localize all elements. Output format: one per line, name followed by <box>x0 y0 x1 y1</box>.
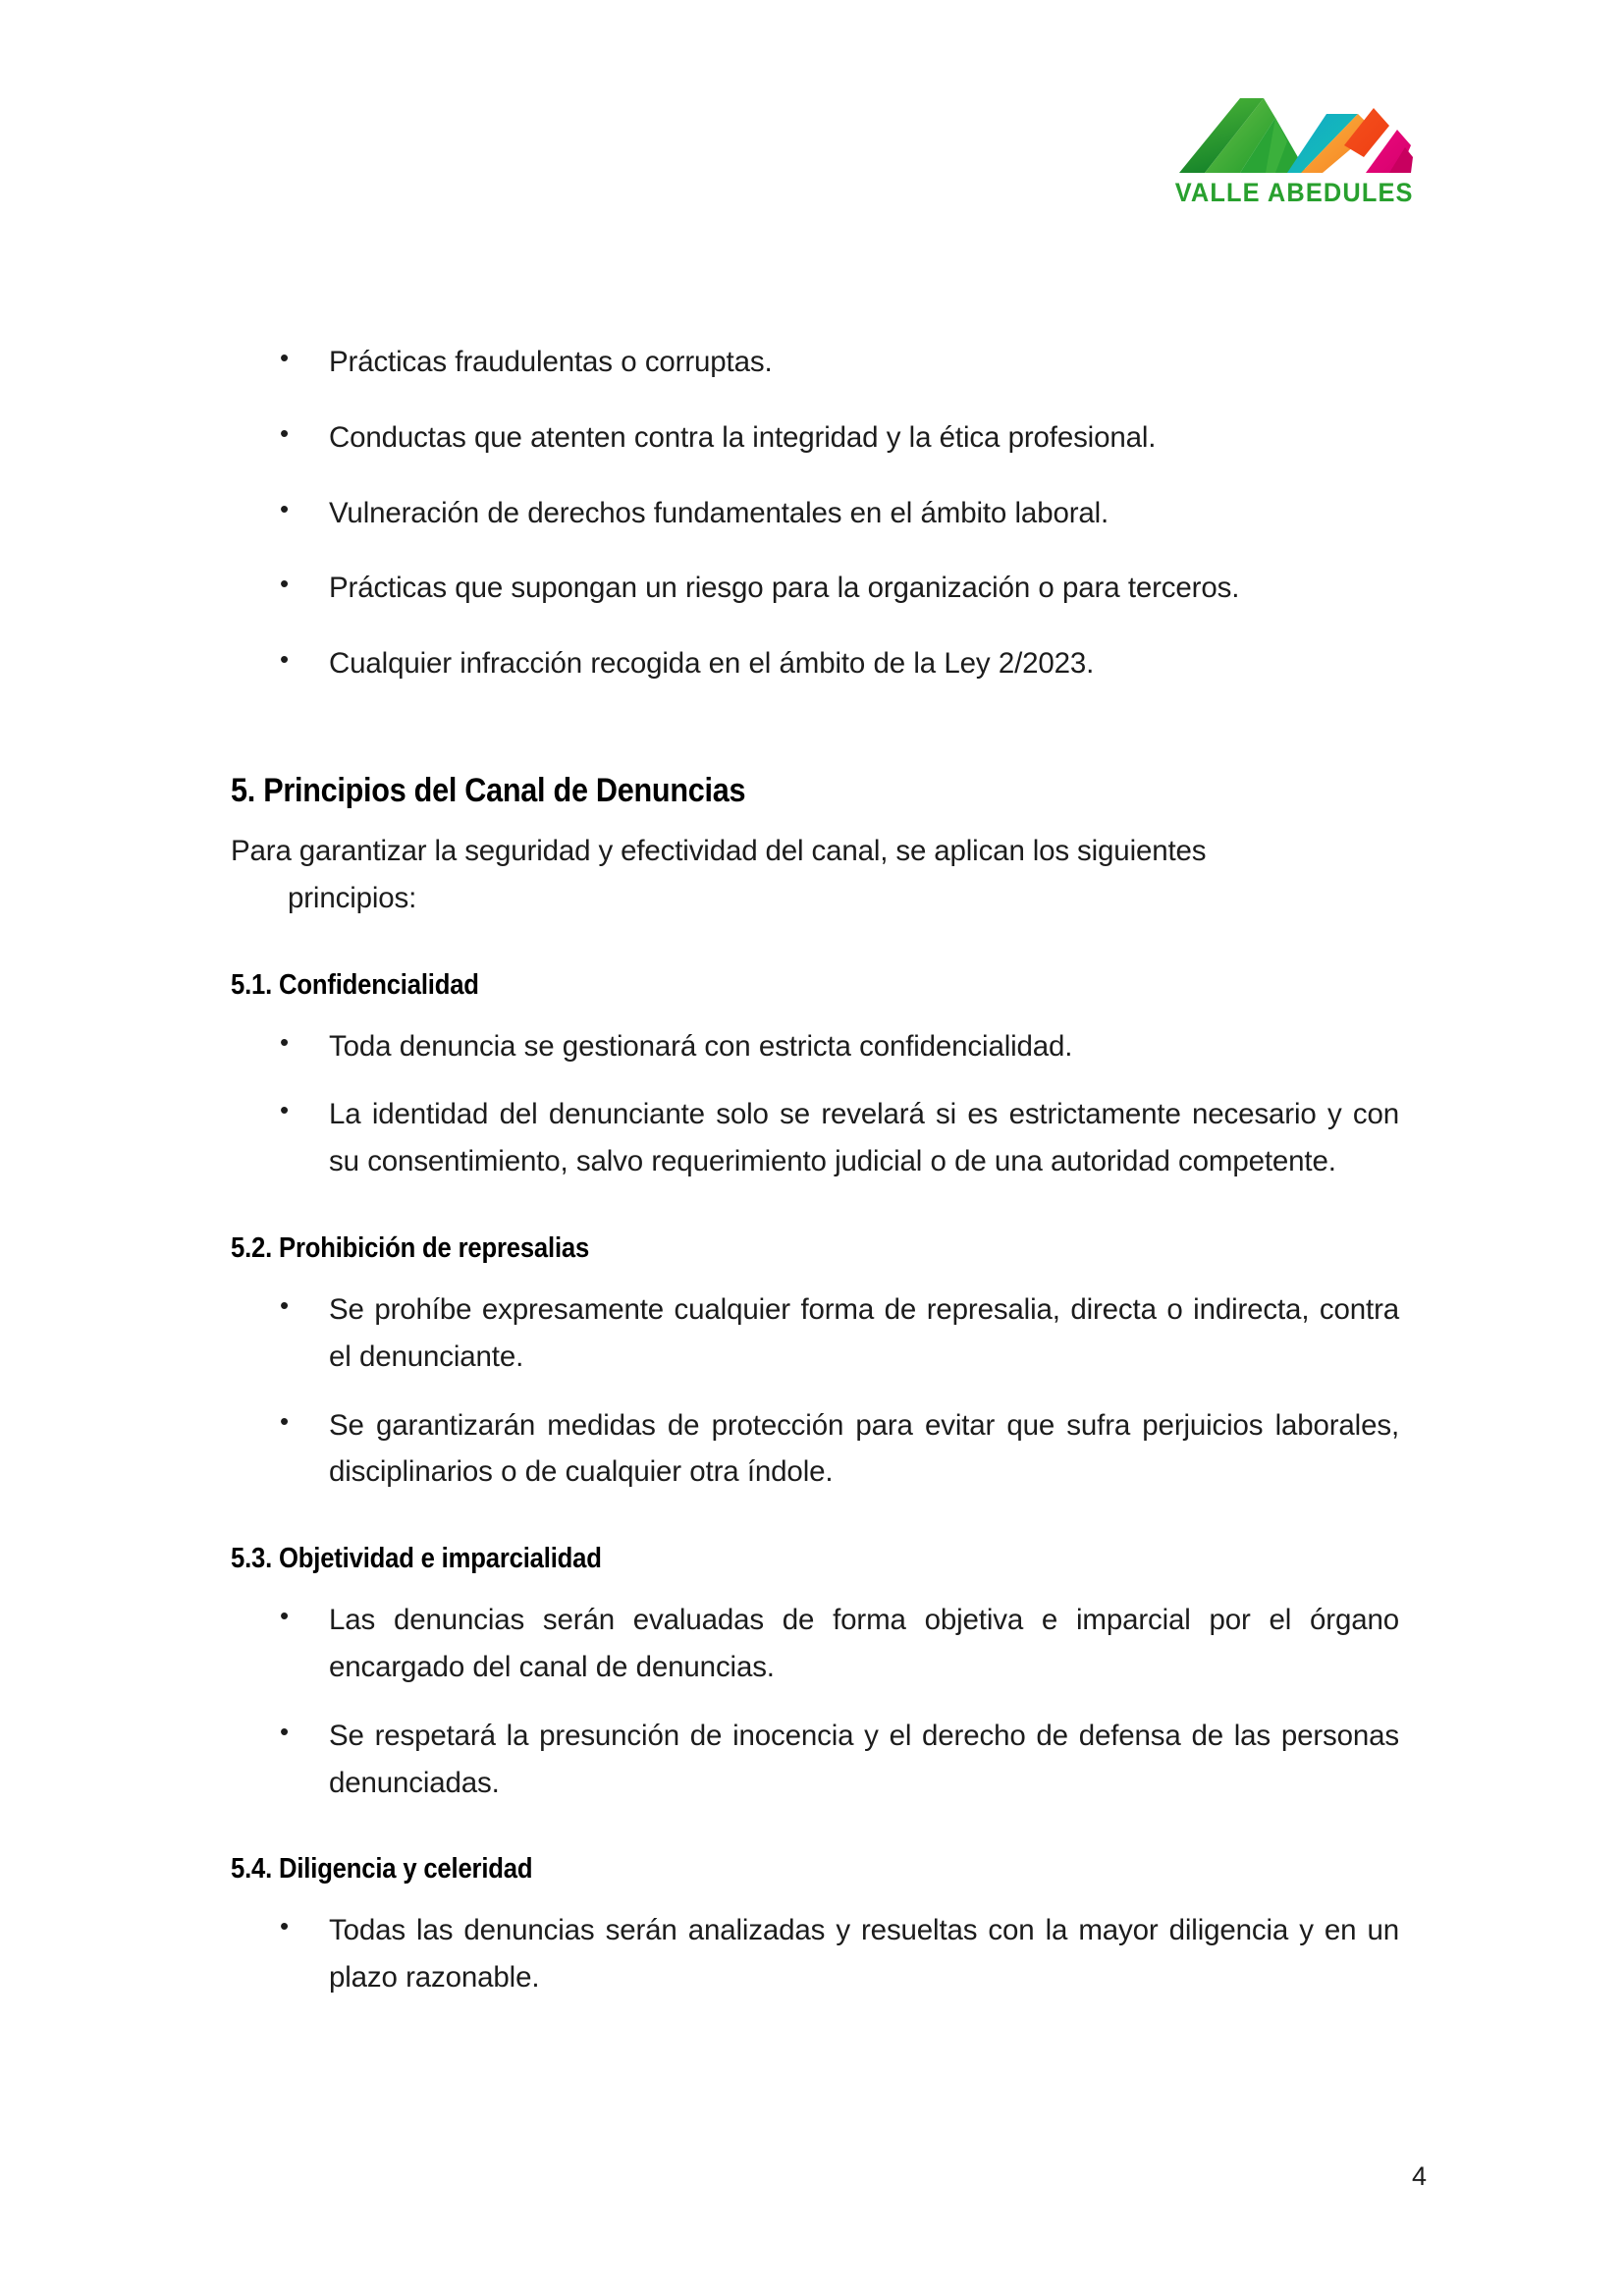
list-item: • La identidad del denunciante solo se revelará si es estrictamente necesario y con su consentimiento, salvo requerimiento judicial o de una autoridad competente. <box>231 1091 1399 1185</box>
intro-line-2: principios: <box>288 881 417 914</box>
list-item: • Se garantizarán medidas de protección para evitar que sufra perjuicios laborales, disciplinarios o de cualquier otra índole. <box>231 1402 1399 1497</box>
list-item: • Vulneración de derechos fundamentales en el ámbito laboral. <box>231 490 1399 537</box>
subsection-5-3-list <box>231 1597 1399 1806</box>
page-header <box>1166 86 1422 219</box>
company-logo <box>1166 86 1422 208</box>
subsection-heading-5-1: 5.1. Confidencialidad <box>231 968 479 1001</box>
list-item: • Todas las denuncias serán analizadas y resueltas con la mayor diligencia y en un plazo razonable. <box>231 1907 1399 2001</box>
list-item: • Se respetará la presunción de inocencia y el derecho de defensa de las personas denunciadas. <box>231 1713 1399 1807</box>
list-item: • Toda denuncia se gestionará con estricta confidencialidad. <box>231 1023 1399 1070</box>
section-heading-5: 5. Principios del Canal de Denuncias <box>231 771 746 809</box>
subsection-heading-5-4: 5.4. Diligencia y celeridad <box>231 1853 533 1886</box>
section-5-intro <box>231 828 1399 922</box>
subsection-5-2-list <box>231 1286 1399 1496</box>
valle-abedules-mountain-icon <box>1171 86 1417 177</box>
subsection-5-4-list <box>231 1907 1399 2001</box>
list-item: • Cualquier infracción recogida en el ámbito de la Ley 2/2023. <box>231 640 1399 687</box>
list-item: • Se prohíbe expresamente cualquier forma de represalia, directa o indirecta, contra el denunciante. <box>231 1286 1399 1381</box>
document-body <box>231 339 1399 2001</box>
page-number: 4 <box>1411 2161 1427 2191</box>
subsection-heading-5-3: 5.3. Objetividad e imparcialidad <box>231 1543 602 1575</box>
intro-line-1: Para garantizar la seguridad y efectividad del canal, se aplican los siguientes <box>231 835 1207 868</box>
list-item: • Conductas que atenten contra la integridad y la ética profesional. <box>231 414 1399 462</box>
top-bullet-list <box>231 339 1399 687</box>
list-item: • Prácticas que supongan un riesgo para la organización o para terceros. <box>231 565 1399 612</box>
subsection-5-1-list <box>231 1023 1399 1185</box>
logo-wordmark: VALLE ABEDULES <box>1174 178 1414 207</box>
list-item: • Prácticas fraudulentas o corruptas. <box>231 339 1399 386</box>
subsection-heading-5-2: 5.2. Prohibición de represalias <box>231 1232 590 1265</box>
list-item: • Las denuncias serán evaluadas de forma objetiva e imparcial por el órgano encargado del canal de denuncias. <box>231 1597 1399 1691</box>
